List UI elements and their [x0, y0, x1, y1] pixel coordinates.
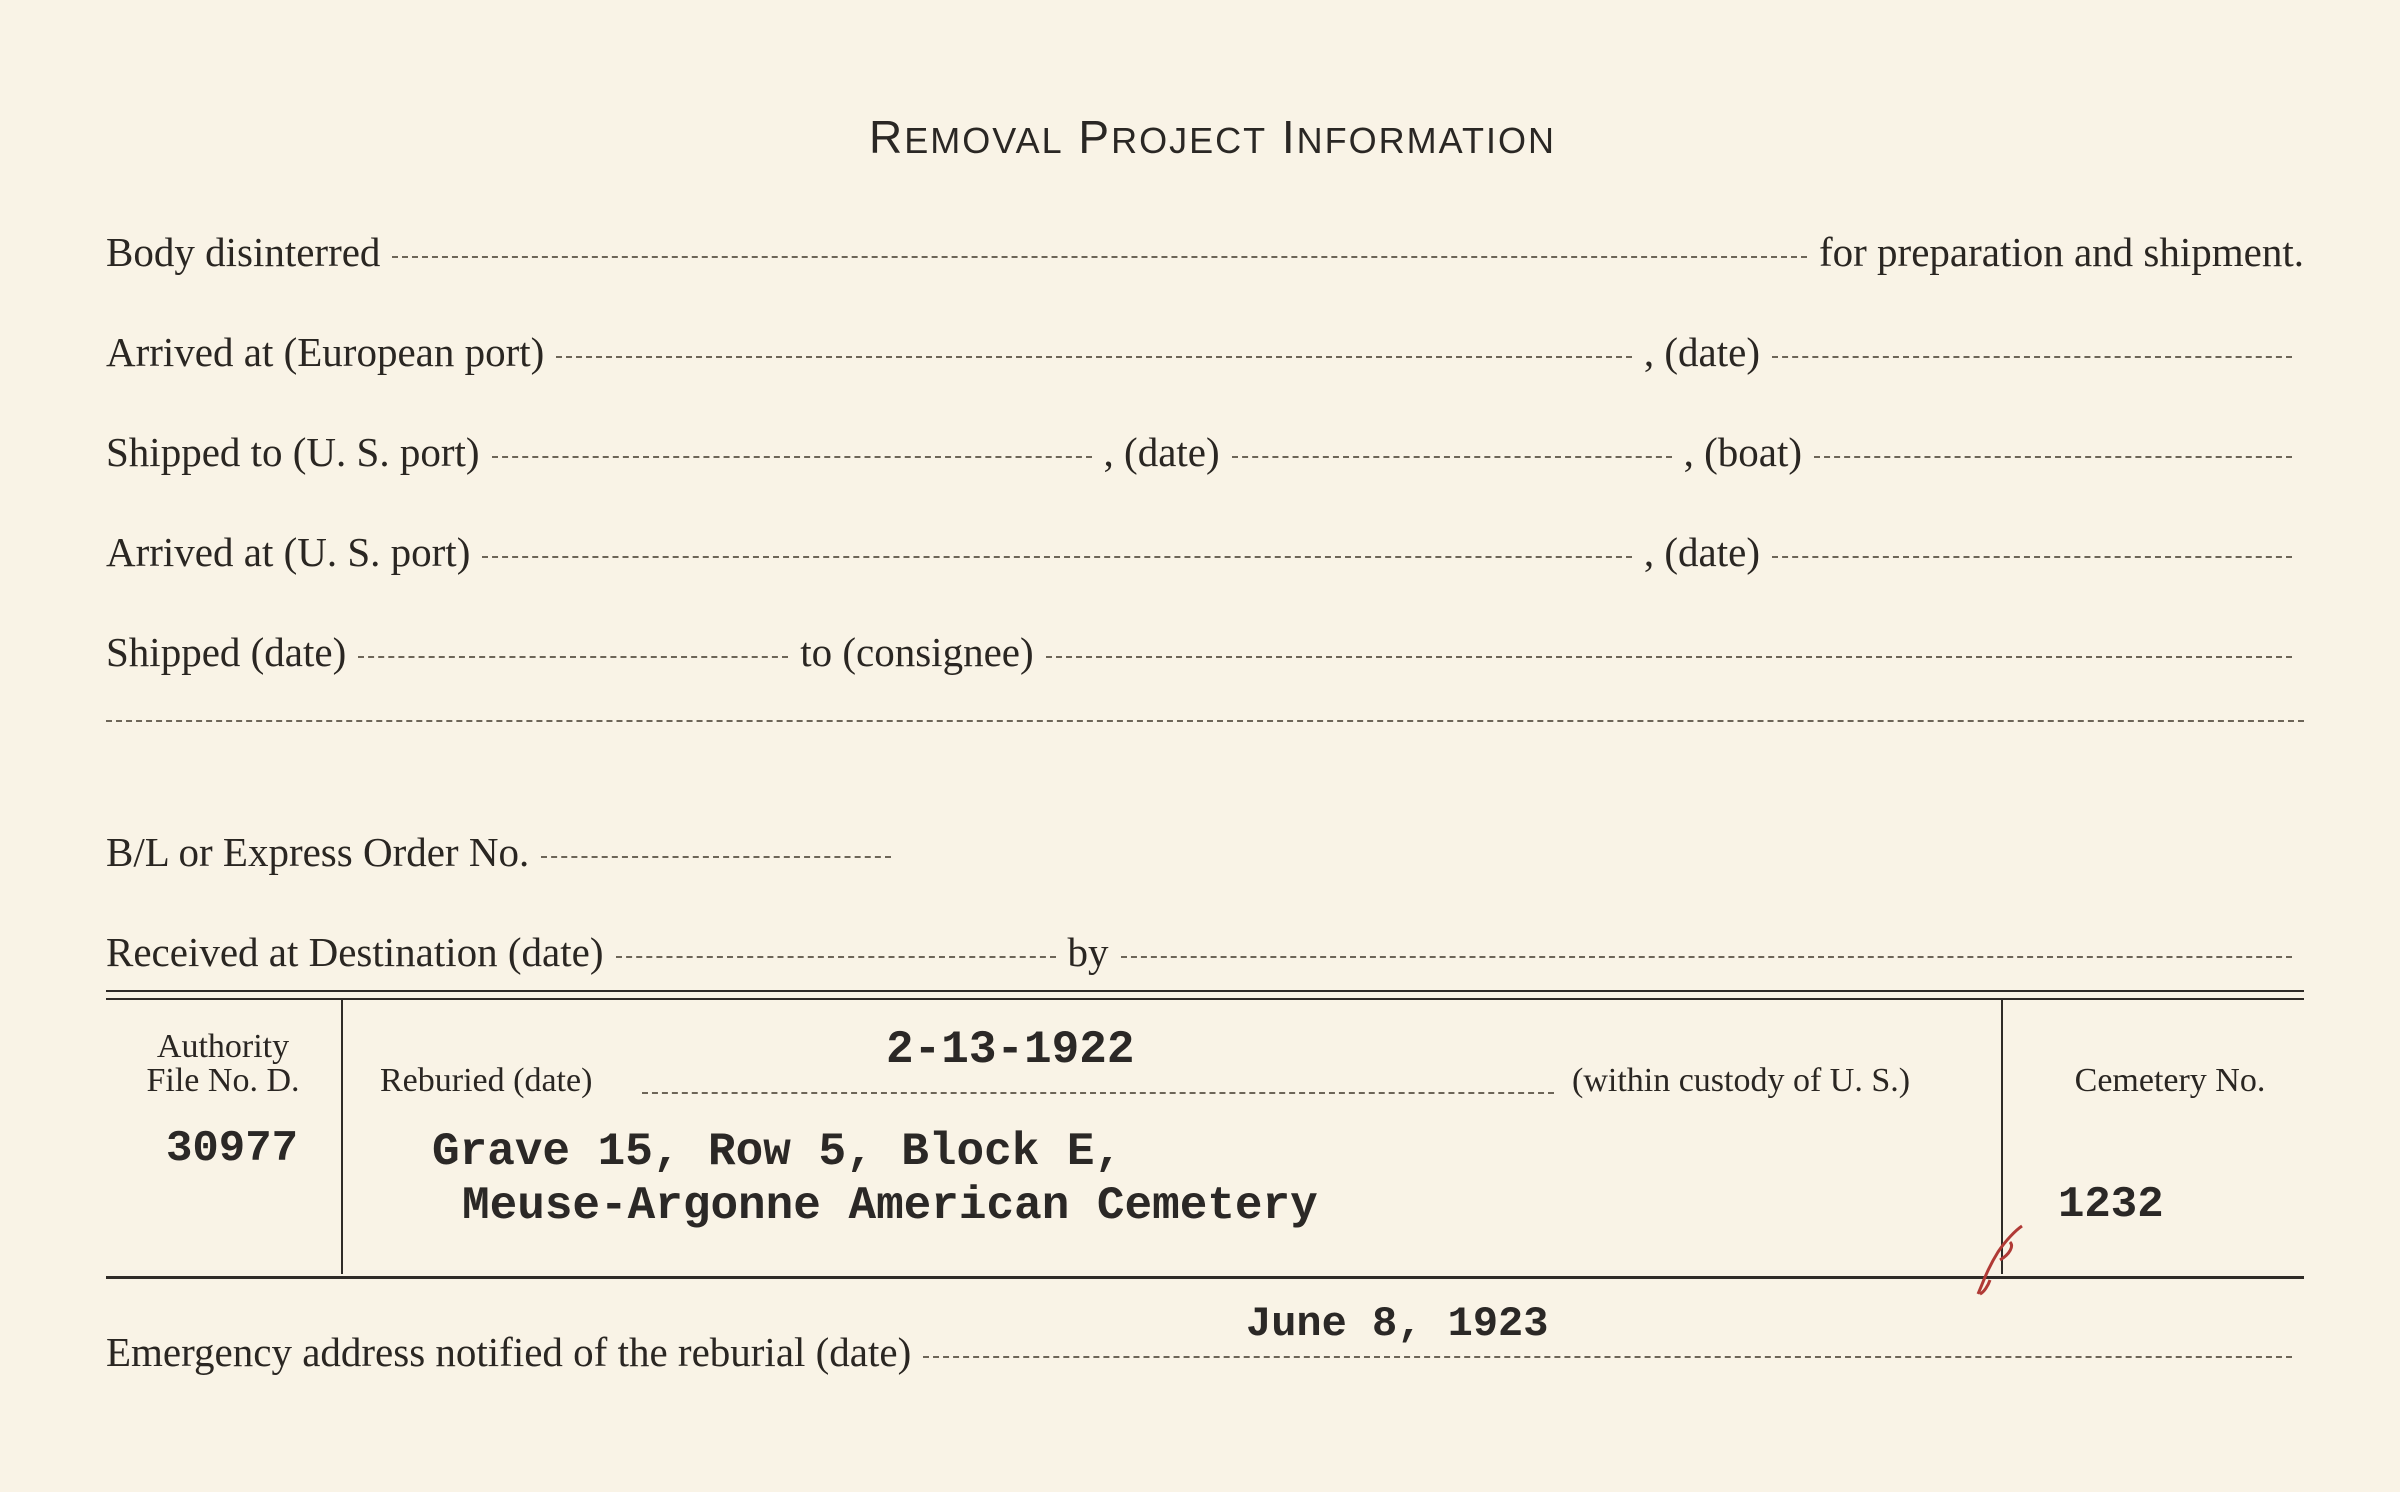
- shipped-us-label: Shipped to (U. S. port): [106, 429, 480, 475]
- preparation-shipment-label: for preparation and shipment.: [1818, 229, 2304, 275]
- reburied-date-field[interactable]: [642, 1092, 1554, 1094]
- body-disinterred-row: [106, 228, 2304, 276]
- cemetery-number: 1232: [2058, 1180, 2164, 1230]
- shipped-date-field[interactable]: [1232, 456, 1672, 458]
- bl-order-label: B/L or Express Order No.: [106, 829, 530, 875]
- received-by-field[interactable]: [1121, 956, 2293, 958]
- body-disinterred-label: Body disinterred: [106, 229, 381, 275]
- emergency-row: [106, 1328, 2304, 1376]
- emergency-label: Emergency address notified of the reburial (date): [106, 1329, 912, 1375]
- consignee-continuation-row: [106, 728, 2304, 730]
- authority-file-number: 30977: [166, 1124, 299, 1174]
- cemetery-label: Cemetery No.: [2074, 1062, 2266, 1099]
- bl-order-field[interactable]: [541, 856, 891, 858]
- date-label: , (date): [1643, 329, 1760, 375]
- consignee-continuation-field[interactable]: [106, 720, 2304, 722]
- shipped-date-value-field[interactable]: [358, 656, 788, 658]
- received-date-field[interactable]: [616, 956, 1056, 958]
- grave-location-line2: Meuse-Argonne American Cemetery: [462, 1180, 1318, 1232]
- double-rule: [106, 990, 2304, 1000]
- european-date-field[interactable]: [1772, 356, 2292, 358]
- boat-field[interactable]: [1814, 456, 2292, 458]
- page-title: REMOVAL PROJECT INFORMATION: [869, 111, 1556, 163]
- arrived-european-label: Arrived at (European port): [106, 329, 545, 375]
- grave-location-line1: Grave 15, Row 5, Block E,: [432, 1126, 1123, 1178]
- custody-label: (within custody of U. S.): [1572, 1062, 1911, 1099]
- bl-order-row: [106, 828, 2304, 876]
- authority-label: Authority File No. D.: [146, 1028, 300, 1099]
- arrived-us-date-field[interactable]: [1772, 556, 2292, 558]
- shipped-us-row: [106, 428, 2304, 476]
- body-disinterred-field[interactable]: [392, 256, 1807, 258]
- emergency-date-field[interactable]: [923, 1356, 2292, 1358]
- by-label: by: [1067, 929, 1109, 975]
- arrived-us-port-field[interactable]: [482, 556, 1632, 558]
- date-label: , (date): [1103, 429, 1220, 475]
- arrived-us-row: [106, 528, 2304, 576]
- received-label: Received at Destination (date): [106, 929, 604, 975]
- boat-label: , (boat): [1683, 429, 1803, 475]
- consignee-label: to (consignee): [800, 629, 1034, 675]
- european-port-field[interactable]: [556, 356, 1632, 358]
- date-label: , (date): [1643, 529, 1760, 575]
- shipped-consignee-row: [106, 628, 2304, 676]
- consignee-field[interactable]: [1046, 656, 2292, 658]
- us-port-field[interactable]: [492, 456, 1092, 458]
- reburied-label: Reburied (date): [380, 1062, 593, 1099]
- shipped-date-label: Shipped (date): [106, 629, 347, 675]
- column-divider: [341, 998, 343, 1274]
- arrived-us-label: Arrived at (U. S. port): [106, 529, 471, 575]
- reburied-date-value: 2-13-1922: [886, 1024, 1135, 1076]
- arrived-european-row: [106, 328, 2304, 376]
- emergency-date-value: June 8, 1923: [1246, 1300, 1549, 1348]
- red-check-mark: [1970, 1220, 2030, 1300]
- received-row: [106, 928, 2304, 976]
